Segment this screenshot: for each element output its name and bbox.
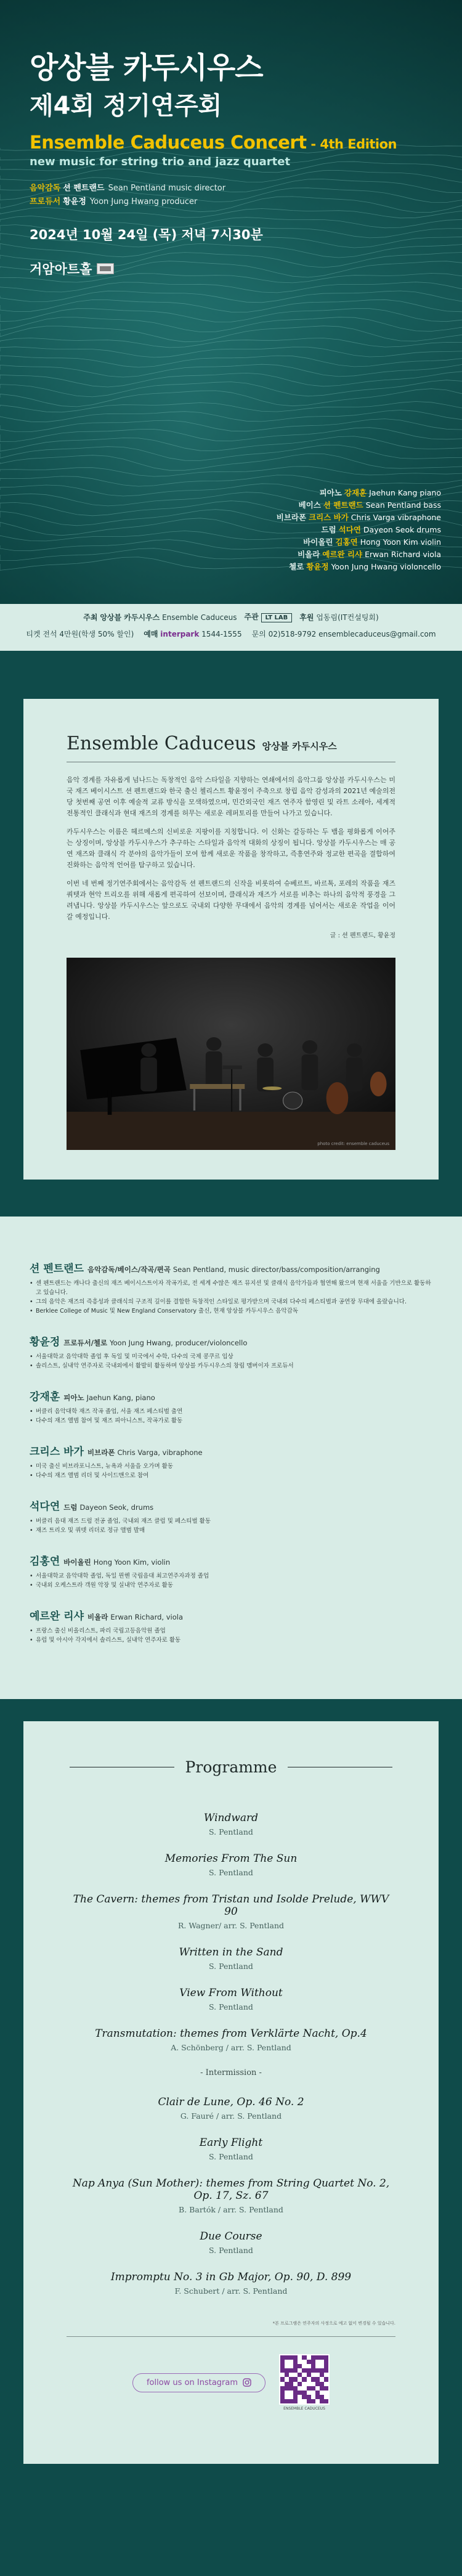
intro-paragraph: 이번 네 번째 정기연주회에서는 음악감독 션 펜트랜드의 신작을 비롯하여 슈베르트, 바르톡, 포레의 작품을 재즈 쿼텟과 현악 트리오를 위해 새롭게 편곡하여 선보이며, 클래식과 재즈가 서로를 비추는 하나의 음악적 풍경을 그려냅니다. 앙상블 카두시우스는 앞으로도 국내외 다양한 무대에서 음악의 경계를 넘어서는 새로운 작업을 이어갈 예정입니다. [67,879,395,921]
programme-piece [67,1987,395,2011]
intro-signature: 글 : 션 펜트랜드, 황윤정 [330,932,395,939]
bio-name: 예르완 리샤 [30,1610,84,1623]
bio-heading [30,1443,432,1458]
programme-piece [67,1853,395,1877]
credit-role: 음악감독 [30,184,61,193]
qr-caption: ENSEMBLE CADUCEUS [283,2407,325,2411]
credit-english: Yoon Jung Hwang producer [89,197,198,206]
credit-english: Sean Pentland music director [108,184,226,193]
programme-piece [67,2096,395,2121]
performer-list [277,487,441,573]
performer-name: 예르완 리샤 [322,550,363,559]
bio-heading [30,1498,432,1513]
bio-list [30,1352,432,1371]
credit-row [30,195,437,209]
bio-item: • 재즈 트리오 및 쿼텟 리더로 정규 앨범 발매 [30,1526,432,1535]
instagram-label: follow us on Instagram [146,2378,238,2387]
performer-english: Yoon Jung Hwang violoncello [331,562,441,571]
bio-heading [30,1607,432,1623]
programme-piece [67,2177,395,2214]
credit-name: 션 펜트랜드 [63,184,105,193]
ensemble-photo [67,958,395,1150]
intro-paragraph: 음악 경계를 자유롭게 넘나드는 독창적인 음악 스타일을 지향하는 연쇄에서의 음악그룹 앙상블 카두시우스는 미국 재즈 베이시스트 션 펜트랜드와 한국 출신 첼리스트 황윤정이 주축으로 창립 음악 감성과의 2021년 예술의전당 첫번째 공연 이후 예술적 교류 방식을 모색하였으며, 민간외국인 재즈 연주자 함영린 및 라트 소레아, 세계적 전통적인 클래식과 현대 재즈의 경계를 허무는 새로운 레퍼토리를 만들어 나가고 있습니다. [67,776,395,817]
hero-poster [0,0,462,604]
bio-entry [30,1498,432,1535]
bio-item: • 센 펜트랜드는 캐나다 출신의 재즈 베이시스트이자 작곡가로, 전 세계 수많은 재즈 뮤지션 및 클래식 음악가들과 협연해 왔으며 현재 서울을 기반으로 활동하고 있습니다. [30,1279,432,1297]
bio-english: Sean Pentland, music director/bass/composition/arranging [172,1265,380,1274]
bio-name: 션 펜트랜드 [30,1263,84,1275]
piece-composer: S. Pentland [209,1827,253,1836]
organizer-logo: LT LAB [261,613,293,622]
programme-heading [67,1758,395,1776]
bio-item: • 서울대학교 음악대학 졸업, 독일 뮌헨 국립음대 최고연주자과정 졸업 [30,1571,432,1581]
programme-part-1 [67,1812,395,2052]
bio-item: • 버클리 음악대학 재즈 작곡 졸업, 서울 재즈 페스티벌 출연 [30,1407,432,1416]
bio-name: 강재훈 [30,1391,60,1403]
bio-entry [30,1260,432,1316]
instagram-button[interactable] [132,2373,265,2392]
booking [144,629,241,639]
booking-label: 예매 [144,630,158,638]
intro-card [23,699,439,1180]
qr-block [279,2354,330,2411]
piece-title: Impromptu No. 3 in Gb Major, Op. 90, D. 899 [110,2271,352,2283]
piece-title: Written in the Sand [179,1946,283,1958]
performer-name: 황윤정 [306,562,329,571]
venue [30,259,437,278]
ensemble-title-korean: 앙상블 카두시우스 [262,741,337,752]
programme-title: Programme [185,1758,277,1776]
venue-name: 거암아트홀 [30,262,92,277]
performer-english: Erwan Richard viola [365,550,441,559]
bio-english: Erwan Richard, viola [110,1613,184,1621]
ensemble-heading [67,733,395,754]
performer-role: 피아노 [319,488,342,497]
bottom-margin [0,2464,462,2486]
programme-note: *본 프로그램은 연주자의 사정으로 예고 없이 변경될 수 있습니다. [272,2321,395,2326]
concert-date: 2024년 10월 24일 (목) 저녁 7시30분 [30,227,263,242]
host-name: 앙상블 카두시우스 [100,613,160,622]
bio-item: • 다수의 재즈 앨범 참여 및 재즈 피아니스트, 작곡가로 활동 [30,1416,432,1425]
piece-title: View From Without [179,1987,283,1999]
organizer-label: 주관 [244,613,259,621]
bio-role: 바이올린 [63,1558,91,1567]
performer-row [277,536,441,548]
piece-title: Early Flight [199,2137,263,2149]
piece-composer: A. Schönberg / arr. S. Pentland [171,2043,291,2052]
bio-list [30,1517,432,1535]
performer-name: 크리스 바가 [309,513,349,522]
piece-title: The Cavern: themes from Tristan und Isolde Prelude, WWV 90 [73,1893,389,1918]
piece-composer: G. Fauré / arr. S. Pentland [180,2111,282,2121]
performer-role: 드럼 [321,525,336,534]
bio-name: 김홍연 [30,1555,60,1568]
credit-row [30,182,437,195]
bio-role: 비브라폰 [87,1448,115,1457]
bio-heading [30,1552,432,1568]
piece-composer: R. Wagner/ arr. S. Pentland [177,1921,285,1930]
programme-piece [67,2028,395,2052]
bio-role: 프로듀서/첼로 [63,1339,108,1347]
piece-title: Memories From The Sun [164,1853,298,1865]
performer-english: Jaehun Kang piano [369,488,441,497]
programme-piece [67,2271,395,2296]
title-korean-edition: 제4회 정기연주회 [30,92,222,120]
programme-piece [67,2137,395,2161]
performer-english: Dayeon Seok drums [363,525,441,534]
performer-english: Sean Pentland bass [365,500,441,510]
bio-entry [30,1443,432,1480]
performer-role: 베이스 [298,500,321,510]
performer-row [277,548,441,561]
bio-role: 음악감독/베이스/작곡/편곡 [87,1265,171,1274]
bio-english: Hong Yoon Kim, violin [93,1558,171,1567]
bio-role: 드럼 [63,1503,78,1512]
programme-piece [67,1946,395,1971]
interpark-link[interactable]: interpark [160,630,200,638]
performer-name: 강재훈 [344,488,367,497]
support-name: 업동림(IT컨설팅회) [316,613,379,622]
instagram-icon [243,2378,251,2387]
performer-row [277,524,441,536]
bio-list [30,1407,432,1425]
intermission: - Intermission - [200,2068,262,2077]
programme-piece [67,2230,395,2255]
qr-code-icon[interactable] [279,2354,330,2405]
performer-english: Chris Varga vibraphone [351,513,441,522]
bio-item: • 프랑스 출신 비올리스트, 파리 국립고등음악원 졸업 [30,1626,432,1636]
bio-item: • Berklee College of Music 및 New England Conservatory 출신, 현재 앙상블 카두시우스 음악감독 [30,1306,432,1316]
bio-item: • 유럽 및 아시아 각지에서 솔리스트, 실내악 연주자로 활동 [30,1636,432,1645]
bio-role: 비올라 [87,1613,108,1621]
bio-entry [30,1607,432,1645]
performer-row [277,487,441,499]
bio-heading [30,1333,432,1348]
bio-english: Chris Varga, vibraphone [117,1448,203,1457]
bio-name: 크리스 바가 [30,1446,84,1458]
bio-item: • 버클리 음대 재즈 드럼 전공 졸업, 국내외 재즈 클럽 및 페스티벌 활동 [30,1517,432,1526]
programme-part-2 [67,2096,395,2296]
host-english: Ensemble Caduceus [162,613,237,622]
bio-name: 석다연 [30,1501,60,1513]
piece-composer: S. Pentland [209,1962,253,1971]
piece-composer: F. Schubert / arr. S. Pentland [174,2286,288,2296]
edition-text: - 4th Edition [306,137,397,152]
bio-role: 피아노 [63,1393,84,1402]
bio-item: • 미국 출신 비브라포니스트, 뉴욕과 서울을 오가며 활동 [30,1462,432,1471]
bio-entry [30,1388,432,1425]
programme-card [23,1721,439,2464]
title-english [30,132,437,153]
ticket-price: 티켓 전석 4만원(학생 50% 할인) [26,630,134,638]
intro-section [0,651,462,1217]
photo-credit: photo credit: ensemble caduceus [317,1141,389,1146]
performer-name: 석다연 [338,525,361,534]
performer-row [277,499,441,512]
performer-role: 첼로 [289,562,304,571]
title-korean: 앙상블 카두시우스 [30,51,263,85]
performer-role: 바이올린 [303,537,333,547]
bio-item: • 솔리스트, 실내악 연주자로 국내외에서 활발히 활동하며 앙상블 카두시우스의 창립 멤버이자 프로듀서 [30,1361,432,1371]
bio-english: Dayeon Seok, drums [79,1503,154,1512]
programme-section [0,1699,462,2464]
support [299,612,378,622]
credit-name: 황윤정 [63,197,86,206]
organizer [245,611,293,622]
bio-item: • 서울대학교 음악대학 졸업 후 독일 및 미국에서 수학, 다수의 국제 콩쿠르 입상 [30,1352,432,1361]
ticket-row [18,629,444,639]
bio-list [30,1279,432,1316]
piece-title: Windward [203,1812,259,1824]
piece-title: Due Course [200,2230,262,2243]
piece-title: Nap Anya (Sun Mother): themes from String Quartet No. 2, Op. 17, Sz. 67 [72,2177,390,2202]
support-label: 후원 [299,613,314,622]
performer-row [277,512,441,524]
bio-heading [30,1388,432,1403]
inquiry: 문의 02)518-9792 ensemblecaduceus@gmail.com [251,630,436,638]
performer-role: 비올라 [298,550,320,559]
intro-paragraph: 카두시우스는 이름은 헤르메스의 신비로운 지팡이를 지칭합니다. 이 신화는 갈등하는 두 뱀을 평화롭게 이어주는 상징이며, 앙상블 카두시우스가 추구하는 스타일과 음악적 대화의 상징이 됩니다. 앙상블 카두시우스는 매 공연 재즈와 클래식 각 분야의 음악가들이 모여 함께 새로운 작품을 창작하고, 즉흥연주와 정교한 편곡을 결합하여 진화하는 음악적 언어를 탐구하고 있습니다. [67,828,395,869]
sponsor-bar [0,604,462,651]
programme-piece [67,1893,395,1930]
instagram-row [67,2337,395,2439]
bio-entry [30,1333,432,1371]
bio-english: Jaehun Kang, piano [86,1393,155,1402]
piece-composer: S. Pentland [209,2152,253,2161]
venue-logo-icon [97,263,114,274]
piece-title: Clair de Lune, Op. 46 No. 2 [158,2096,304,2108]
biographies [0,1217,462,1699]
subtitle: new music for string trio and jazz quartet [30,155,291,168]
performer-name: 션 펜트랜드 [323,500,363,510]
piece-title: Transmutation: themes from Verklärte Nacht, Op.4 [95,2028,367,2040]
performer-english: Hong Yoon Kim violin [360,537,441,547]
host-label: 주최 [83,613,98,622]
bio-english: Yoon Jung Hwang, producer/violoncello [110,1339,248,1347]
piece-composer: S. Pentland [209,2246,253,2255]
credits [30,182,437,209]
performer-name: 김홍연 [335,537,358,547]
bio-list [30,1626,432,1645]
bio-item: • 다수의 재즈 앨범 리더 및 사이드맨으로 참여 [30,1471,432,1480]
bio-item: • 국내외 오케스트라 객원 악장 및 실내악 연주자로 활동 [30,1581,432,1590]
credit-role: 프로듀서 [30,197,61,206]
piece-composer: B. Bartók / arr. S. Pentland [179,2205,283,2214]
bio-list [30,1462,432,1480]
bio-name: 황윤정 [30,1336,60,1348]
piece-composer: S. Pentland [209,1868,253,1877]
booking-tel: 1544-1555 [201,630,242,638]
performer-row [277,561,441,573]
bio-list [30,1571,432,1590]
host [83,612,237,622]
programme-piece [67,1812,395,1836]
bio-entry [30,1552,432,1590]
stage-photo-illustration [67,958,395,1150]
sponsor-row [18,611,444,622]
bio-item: • 그의 음악은 재즈의 즉흥성과 클래식의 구조적 깊이를 결합한 독창적인 스타일로 평가받으며 국내외 다수의 페스티벌과 공연장 무대에 올랐습니다. [30,1297,432,1306]
ensemble-title-english: Ensemble Caduceus [67,733,256,754]
performer-role: 비브라폰 [276,513,307,522]
piece-composer: S. Pentland [209,2002,253,2011]
bio-heading [30,1260,432,1275]
title-english-text: Ensemble Caduceus Concert [30,132,307,153]
